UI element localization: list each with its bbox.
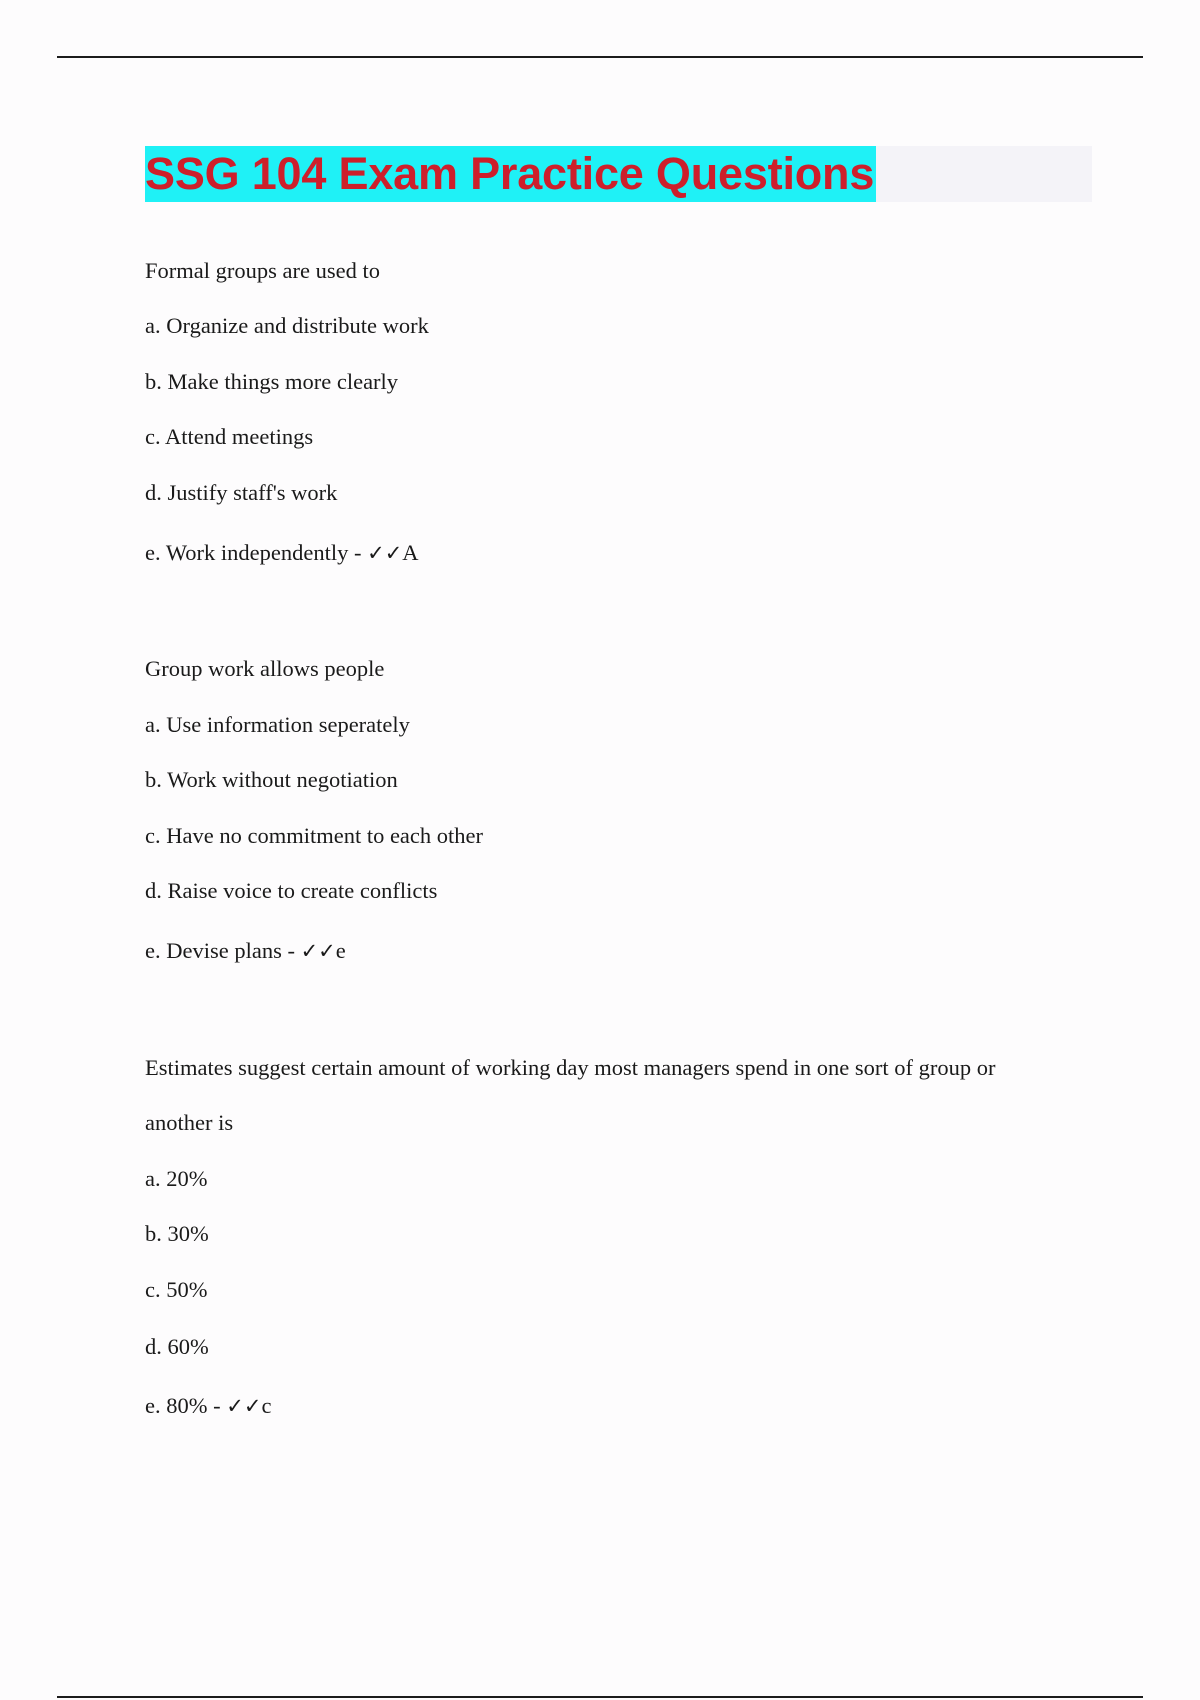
- top-rule: [57, 56, 1143, 58]
- question-1-option-b: b. Make things more clearly: [145, 369, 399, 394]
- question-3-option-a: a. 20%: [145, 1166, 208, 1191]
- option-e-text: e. 80% -: [145, 1393, 227, 1418]
- answer-letter: e: [335, 938, 346, 963]
- question-2-option-e: [145, 937, 346, 965]
- question-1-option-e: [145, 539, 419, 567]
- question-3-prompt-line-1: Estimates suggest certain amount of working day most managers spend in one sort of group or: [145, 1055, 996, 1080]
- question-2-option-a: a. Use information seperately: [145, 712, 410, 737]
- question-3-option-e: [145, 1392, 271, 1420]
- question-1-prompt: Formal groups are used to: [145, 258, 380, 283]
- question-1-option-c: c. Attend meetings: [145, 424, 314, 449]
- double-check-icon: ✓✓: [300, 939, 336, 963]
- answer-letter: A: [402, 540, 419, 565]
- bottom-rule: [57, 1696, 1143, 1698]
- question-3-option-b: b. 30%: [145, 1221, 209, 1246]
- double-check-icon: ✓✓: [226, 1394, 262, 1418]
- question-1-option-d: d. Justify staff's work: [145, 480, 338, 505]
- question-3-option-d: d. 60%: [145, 1334, 209, 1359]
- option-e-text: e. Devise plans -: [145, 938, 301, 963]
- question-2-prompt: Group work allows people: [145, 656, 385, 681]
- question-2-option-c: c. Have no commitment to each other: [145, 823, 484, 848]
- question-1-option-a: a. Organize and distribute work: [145, 313, 429, 338]
- answer-letter: c: [261, 1393, 272, 1418]
- option-e-text: e. Work independently -: [145, 540, 368, 565]
- question-2-option-d: d. Raise voice to create conflicts: [145, 878, 438, 903]
- question-2-option-b: b. Work without negotiation: [145, 767, 398, 792]
- double-check-icon: ✓✓: [367, 541, 403, 565]
- question-3-prompt-line-2: another is: [145, 1110, 234, 1135]
- question-3-option-c: c. 50%: [145, 1277, 208, 1302]
- page-title: SSG 104 Exam Practice Questions: [145, 146, 876, 202]
